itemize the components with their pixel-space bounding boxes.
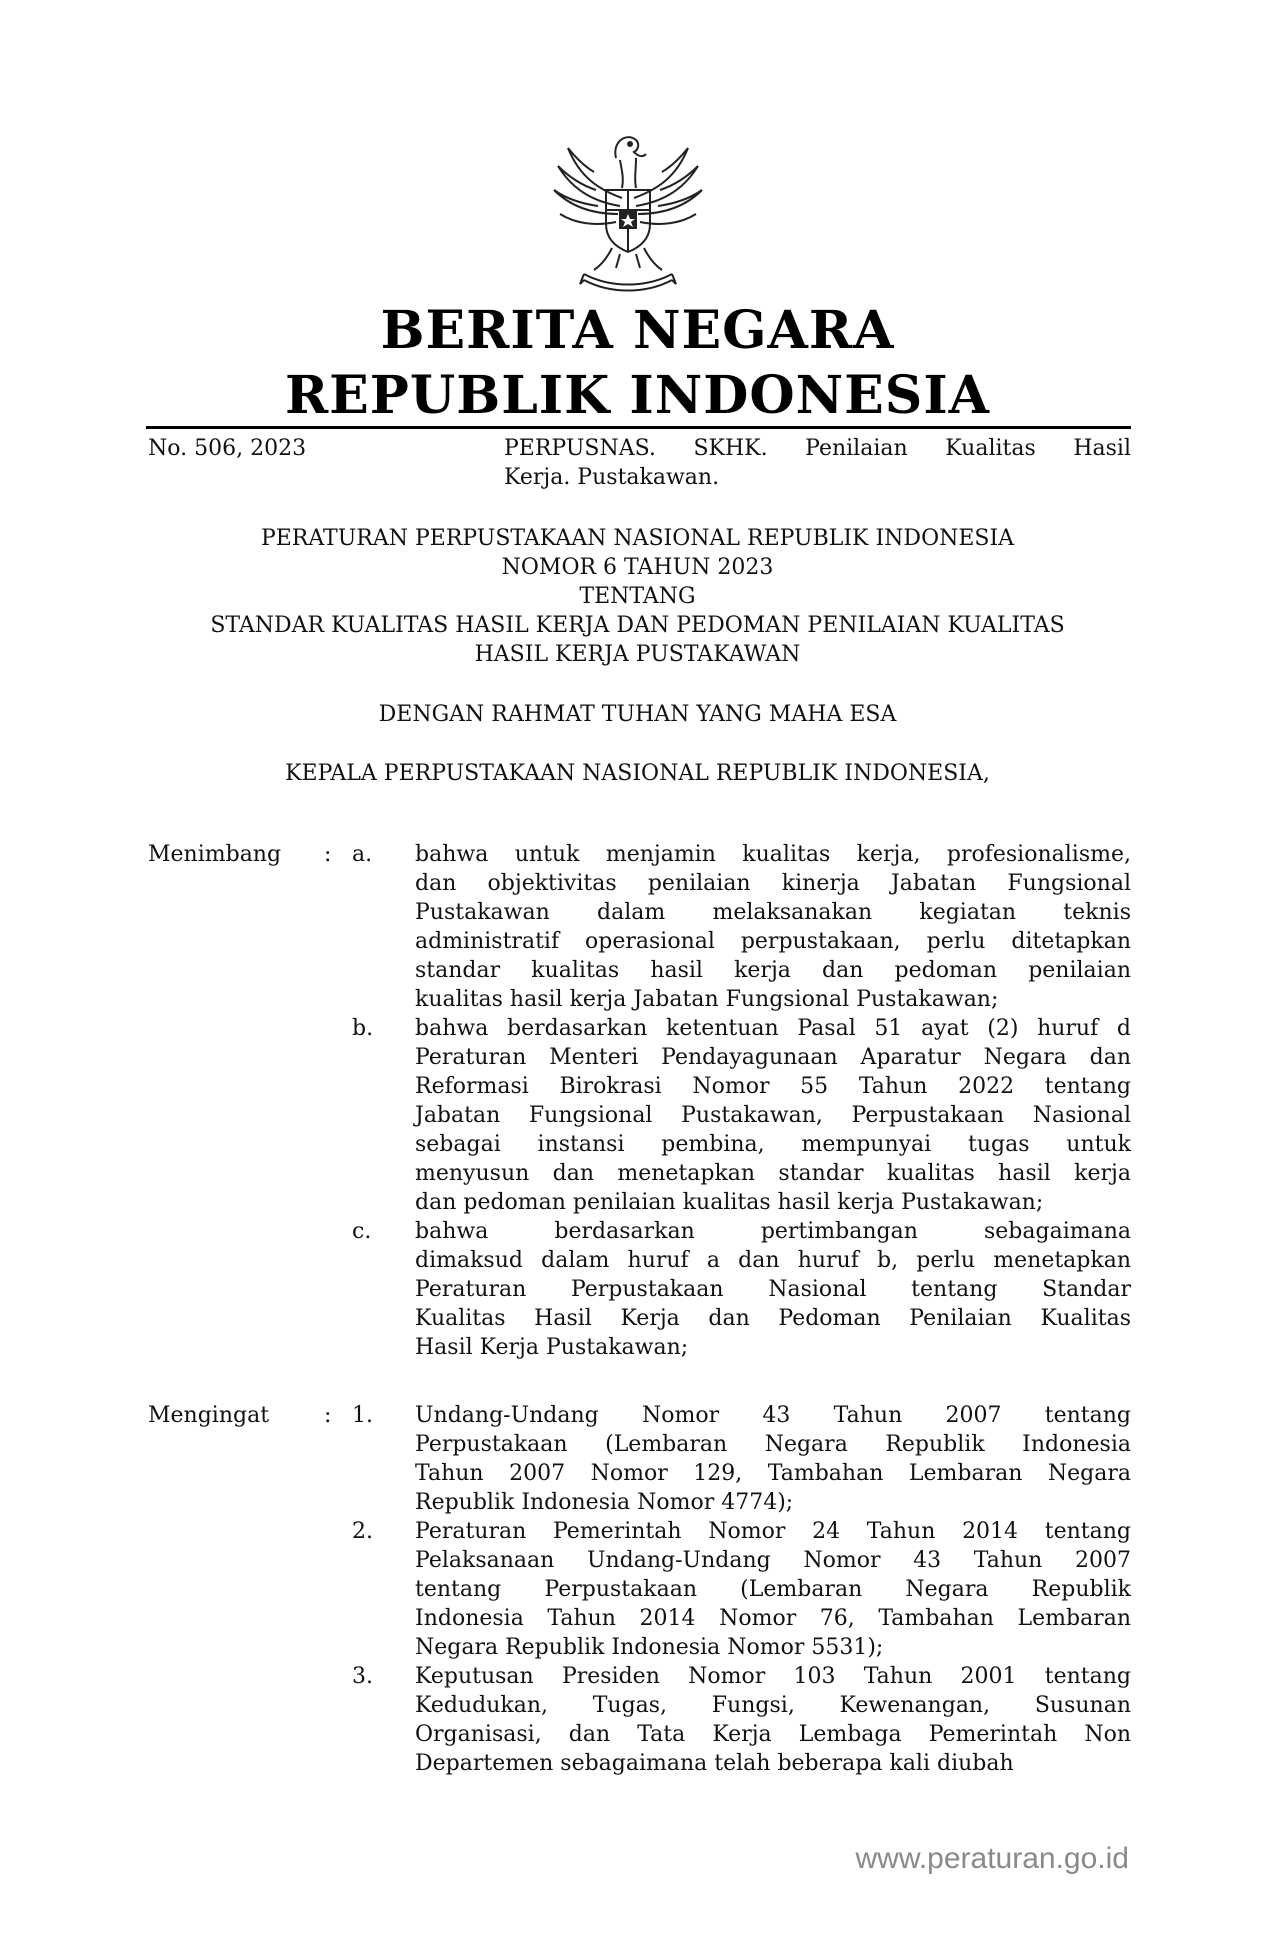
mengingat-item-line: Perpustakaan (Lembaran Negara Republik Indonesia: [415, 1432, 1131, 1457]
title-line-3: TENTANG: [579, 584, 696, 609]
menimbang-item-line: dan objektivitas penilaian kinerja Jabatan Fungsional: [415, 871, 1131, 896]
mengingat-item-text: [415, 1662, 1131, 1778]
mengingat-item: [352, 1662, 1131, 1778]
mengingat-item: [352, 1401, 1131, 1517]
footer-website: www.peraturan.go.id: [855, 1842, 1129, 1875]
menimbang-item-marker: b.: [352, 1016, 374, 1041]
menimbang-item-text: [415, 1014, 1131, 1217]
mengingat-item-line: Departemen sebagaimana telah beberapa kali diubah: [415, 1751, 1014, 1776]
menimbang-item-line: sebagai instansi pembina, mempunyai tugas untuk: [415, 1132, 1131, 1157]
rahmat-line: DENGAN RAHMAT TUHAN YANG MAHA ESA: [378, 702, 897, 727]
menimbang-item-line: Peraturan Perpustakaan Nasional tentang Standar: [415, 1277, 1131, 1302]
mengingat-colon: :: [324, 1403, 332, 1428]
subject-line-1: PERPUSNAS. SKHK. Penilaian Kualitas Hasil: [504, 436, 1131, 461]
mengingat-item-line: Republik Indonesia Nomor 4774);: [415, 1490, 794, 1515]
document-subject: [504, 434, 1131, 492]
mengingat-item-line: Undang-Undang Nomor 43 Tahun 2007 tentang: [415, 1403, 1131, 1428]
title-line-2: NOMOR 6 TAHUN 2023: [501, 555, 774, 580]
menimbang-item-marker: a.: [352, 842, 373, 867]
mengingat-item-marker: 2.: [352, 1519, 373, 1544]
menimbang-label: Menimbang: [148, 842, 282, 867]
mengingat-item-line: tentang Perpustakaan (Lembaran Negara Republik: [415, 1577, 1131, 1602]
menimbang-item-line: dan pedoman penilaian kualitas hasil kerja Pustakawan;: [415, 1190, 1044, 1215]
masthead-divider: [146, 426, 1131, 429]
masthead-line-2: REPUBLIK INDONESIA: [284, 365, 991, 426]
menimbang-item-line: bahwa berdasarkan ketentuan Pasal 51 ayat (2) huruf d: [415, 1016, 1131, 1041]
menimbang-item-line: Pustakawan dalam melaksanakan kegiatan teknis: [415, 900, 1131, 925]
mengingat-label: Mengingat: [148, 1403, 270, 1428]
title-line-1: PERATURAN PERPUSTAKAAN NASIONAL REPUBLIK INDONESIA: [260, 526, 1015, 551]
menimbang-item-line: Jabatan Fungsional Pustakawan, Perpustakaan Nasional: [415, 1103, 1131, 1128]
menimbang-item-line: dimaksud dalam huruf a dan huruf b, perlu menetapkan: [415, 1248, 1131, 1273]
menimbang-colon: :: [324, 842, 332, 867]
menimbang-item-text: [415, 840, 1131, 1014]
regulation-title: [0, 524, 1275, 669]
menimbang-item-line: Hasil Kerja Pustakawan;: [415, 1335, 689, 1360]
mengingat-item-line: Tahun 2007 Nomor 129, Tambahan Lembaran Negara: [415, 1461, 1131, 1486]
masthead-line-1: BERITA NEGARA: [380, 300, 895, 361]
menimbang-item-line: menyusun dan menetapkan standar kualitas hasil kerja: [415, 1161, 1131, 1186]
menimbang-item-text: [415, 1217, 1131, 1362]
mengingat-item-marker: 3.: [352, 1664, 373, 1689]
mengingat-item-text: [415, 1401, 1131, 1517]
subject-line-2: Kerja. Pustakawan.: [504, 465, 720, 490]
menimbang-item-line: Kualitas Hasil Kerja dan Pedoman Penilaian Kualitas: [415, 1306, 1131, 1331]
mengingat-item-line: Pelaksanaan Undang-Undang Nomor 43 Tahun 2007: [415, 1548, 1131, 1573]
mengingat-item-text: [415, 1517, 1131, 1662]
title-line-5: HASIL KERJA PUSTAKAWAN: [474, 642, 801, 667]
mengingat-item-line: Keputusan Presiden Nomor 103 Tahun 2001 tentang: [415, 1664, 1131, 1689]
menimbang-item-line: standar kualitas hasil kerja dan pedoman penilaian: [415, 958, 1131, 983]
menimbang-item-line: Peraturan Menteri Pendayagunaan Aparatur Negara dan: [415, 1045, 1131, 1070]
kepala-line: KEPALA PERPUSTAKAAN NASIONAL REPUBLIK INDONESIA,: [285, 761, 990, 786]
mengingat-item-marker: 1.: [352, 1403, 373, 1428]
mengingat-item-line: Indonesia Tahun 2014 Nomor 76, Tambahan Lembaran: [415, 1606, 1131, 1631]
mengingat-item-line: Organisasi, dan Tata Kerja Lembaga Pemerintah Non: [415, 1722, 1131, 1747]
menimbang-item-line: Reformasi Birokrasi Nomor 55 Tahun 2022 tentang: [415, 1074, 1131, 1099]
mengingat-item: [352, 1517, 1131, 1662]
menimbang-item-line: administratif operasional perpustakaan, perlu ditetapkan: [415, 929, 1131, 954]
document-number: No. 506, 2023: [148, 436, 307, 461]
menimbang-item: [352, 1217, 1131, 1362]
menimbang-item-line: bahwa berdasarkan pertimbangan sebagaimana: [415, 1219, 1131, 1244]
menimbang-item: [352, 1014, 1131, 1217]
menimbang-item-line: kualitas hasil kerja Jabatan Fungsional Pustakawan;: [415, 987, 999, 1012]
mengingat-item-line: Negara Republik Indonesia Nomor 5531);: [415, 1635, 884, 1660]
garuda-emblem-icon: [550, 128, 706, 296]
menimbang-item-line: bahwa untuk menjamin kualitas kerja, profesionalisme,: [415, 842, 1131, 867]
menimbang-item-marker: c.: [352, 1219, 372, 1244]
menimbang-item: [352, 840, 1131, 1014]
mengingat-item-line: Peraturan Pemerintah Nomor 24 Tahun 2014 tentang: [415, 1519, 1131, 1544]
mengingat-item-line: Kedudukan, Tugas, Fungsi, Kewenangan, Susunan: [415, 1693, 1131, 1718]
title-line-4: STANDAR KUALITAS HASIL KERJA DAN PEDOMAN PENILAIAN KUALITAS: [210, 613, 1065, 638]
